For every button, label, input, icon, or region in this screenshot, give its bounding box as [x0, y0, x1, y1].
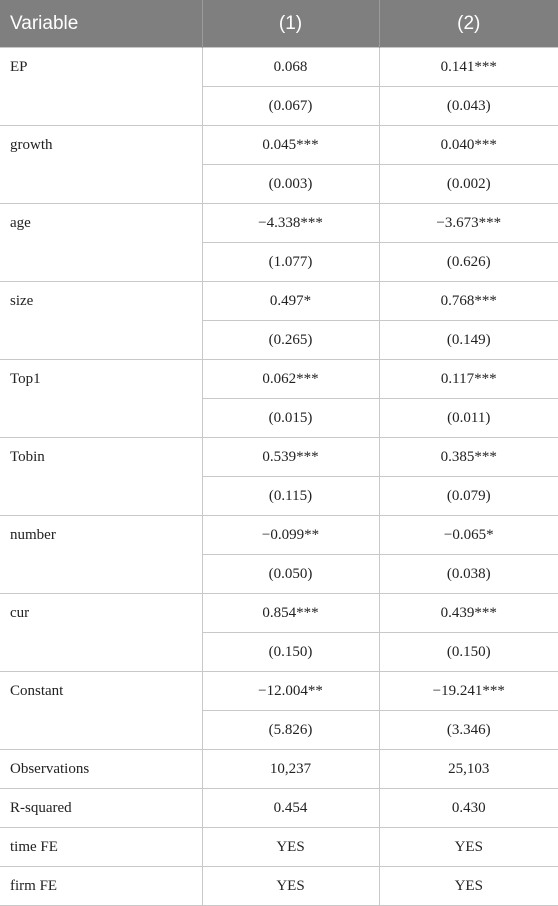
- stat-label: firm FE: [0, 867, 202, 906]
- coef-row-size: [0, 282, 558, 321]
- stat-cell: 0.454: [202, 789, 379, 828]
- variable-label: EP: [0, 48, 202, 126]
- coef-row-constant: [0, 672, 558, 711]
- table-header: [0, 0, 558, 48]
- se-cell: (0.150): [202, 633, 379, 672]
- stat-cell: YES: [379, 867, 558, 906]
- coef-cell: 0.045***: [202, 126, 379, 165]
- variable-label: Top1: [0, 360, 202, 438]
- se-cell: (0.626): [379, 243, 558, 282]
- coef-row-number: [0, 516, 558, 555]
- variable-label: growth: [0, 126, 202, 204]
- variable-label: size: [0, 282, 202, 360]
- coef-cell: 0.768***: [379, 282, 558, 321]
- se-cell: (0.003): [202, 165, 379, 204]
- stat-cell: 25,103: [379, 750, 558, 789]
- coef-row-ep: [0, 48, 558, 87]
- stat-label: time FE: [0, 828, 202, 867]
- coef-cell: 0.385***: [379, 438, 558, 477]
- stat-cell: 10,237: [202, 750, 379, 789]
- coef-cell: 0.497*: [202, 282, 379, 321]
- stat-label: Observations: [0, 750, 202, 789]
- header-row: [0, 0, 558, 48]
- coef-row-top1: [0, 360, 558, 399]
- se-cell: (0.149): [379, 321, 558, 360]
- header-model-2: (2): [379, 0, 558, 48]
- stat-row-observations: [0, 750, 558, 789]
- se-cell: (0.079): [379, 477, 558, 516]
- se-cell: (0.115): [202, 477, 379, 516]
- coef-cell: −19.241***: [379, 672, 558, 711]
- se-cell: (0.067): [202, 87, 379, 126]
- header-variable: Variable: [0, 0, 202, 48]
- stat-row-firm-fe: [0, 867, 558, 906]
- variable-label: age: [0, 204, 202, 282]
- se-cell: (0.043): [379, 87, 558, 126]
- header-model-1: (1): [202, 0, 379, 48]
- coef-cell: 0.141***: [379, 48, 558, 87]
- variable-label: Tobin: [0, 438, 202, 516]
- coef-cell: −3.673***: [379, 204, 558, 243]
- table-body: [0, 48, 558, 906]
- stat-cell: YES: [202, 828, 379, 867]
- coef-row-cur: [0, 594, 558, 633]
- se-cell: (0.011): [379, 399, 558, 438]
- se-cell: (0.015): [202, 399, 379, 438]
- se-cell: (3.346): [379, 711, 558, 750]
- stat-cell: YES: [202, 867, 379, 906]
- coef-cell: −12.004**: [202, 672, 379, 711]
- se-cell: (0.002): [379, 165, 558, 204]
- se-cell: (0.038): [379, 555, 558, 594]
- se-cell: (5.826): [202, 711, 379, 750]
- variable-label: Constant: [0, 672, 202, 750]
- coef-cell: 0.539***: [202, 438, 379, 477]
- stat-row-r-squared: [0, 789, 558, 828]
- coef-cell: 0.068: [202, 48, 379, 87]
- se-cell: (0.050): [202, 555, 379, 594]
- coef-cell: −4.338***: [202, 204, 379, 243]
- variable-label: number: [0, 516, 202, 594]
- coef-row-tobin: [0, 438, 558, 477]
- coef-cell: 0.040***: [379, 126, 558, 165]
- variable-label: cur: [0, 594, 202, 672]
- stat-row-time-fe: [0, 828, 558, 867]
- coef-cell: 0.854***: [202, 594, 379, 633]
- stat-label: R-squared: [0, 789, 202, 828]
- stat-cell: 0.430: [379, 789, 558, 828]
- coef-row-growth: [0, 126, 558, 165]
- se-cell: (0.265): [202, 321, 379, 360]
- se-cell: (0.150): [379, 633, 558, 672]
- coef-cell: −0.065*: [379, 516, 558, 555]
- coef-row-age: [0, 204, 558, 243]
- stat-cell: YES: [379, 828, 558, 867]
- coef-cell: −0.099**: [202, 516, 379, 555]
- coef-cell: 0.062***: [202, 360, 379, 399]
- se-cell: (1.077): [202, 243, 379, 282]
- coef-cell: 0.117***: [379, 360, 558, 399]
- coef-cell: 0.439***: [379, 594, 558, 633]
